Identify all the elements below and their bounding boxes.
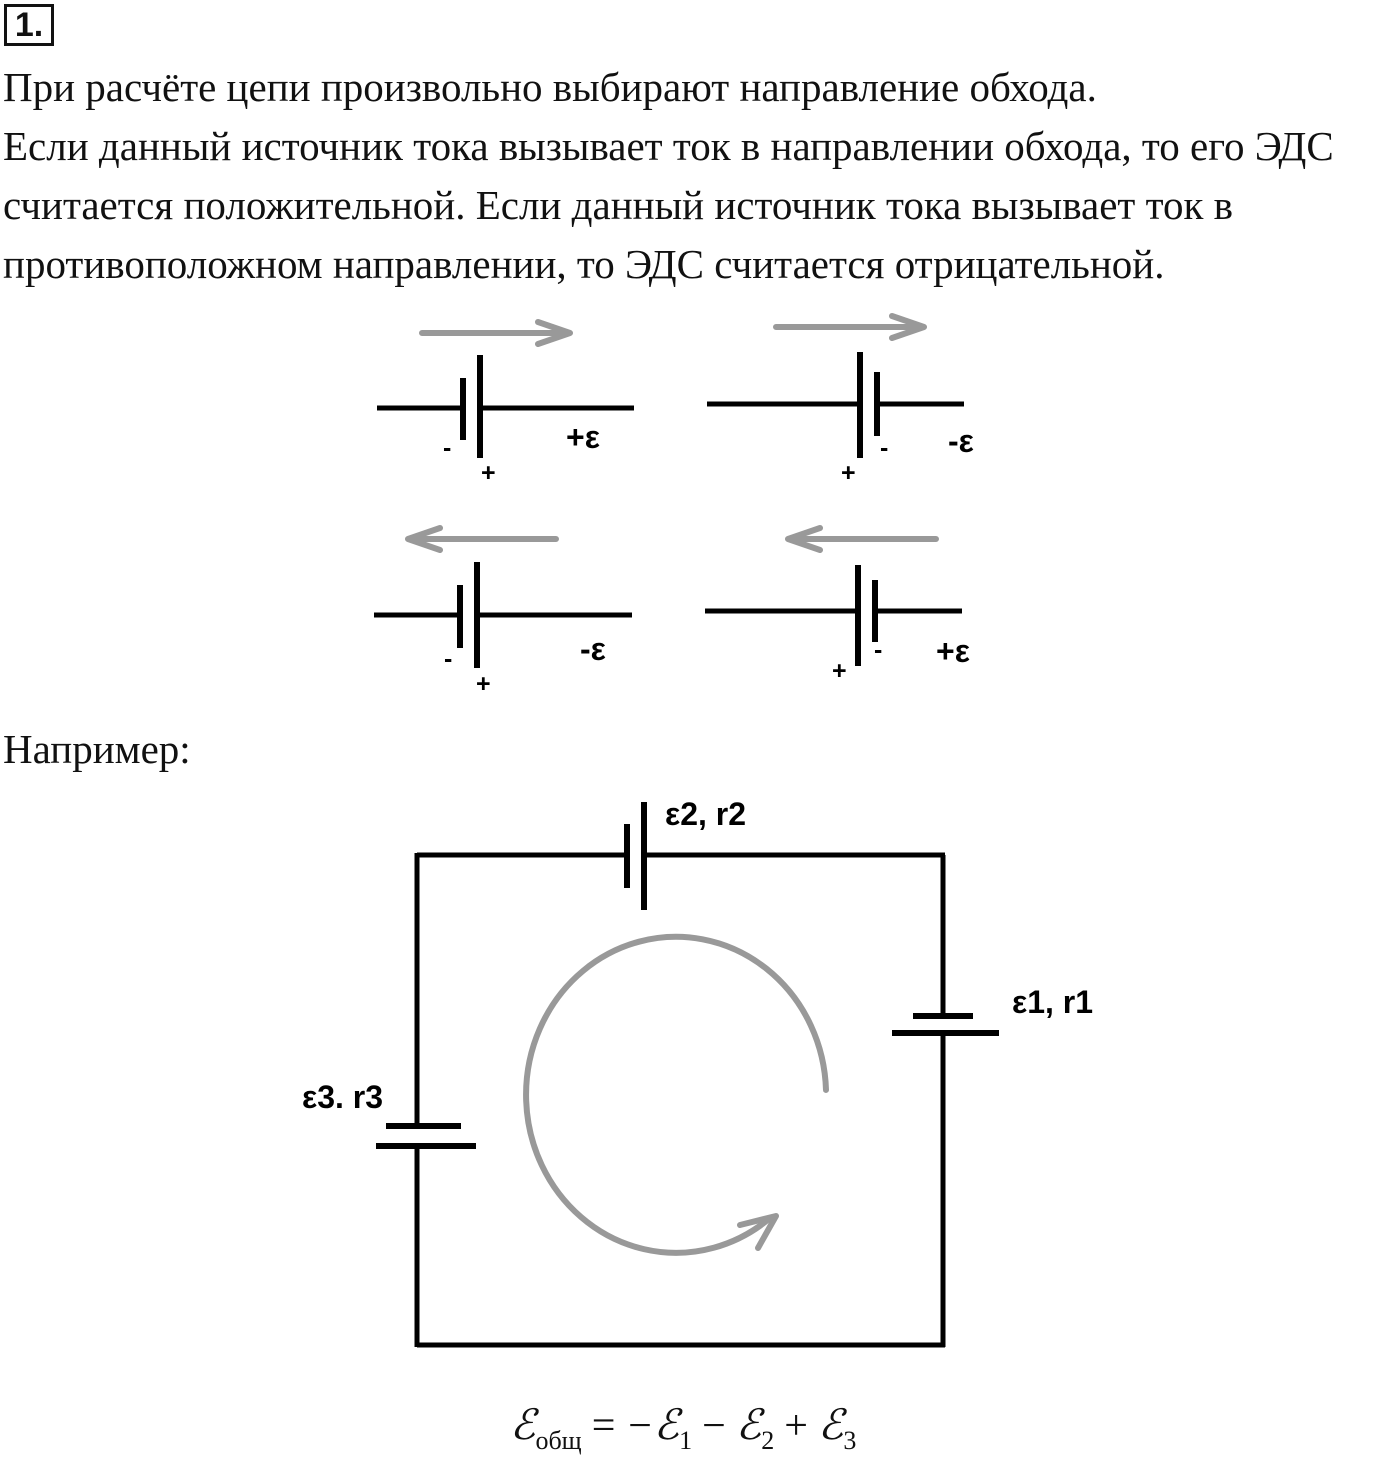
rule-line-2: считается положительной. Если данный источник тока вызывает ток в — [3, 182, 1233, 228]
problem-number: 1. — [4, 4, 54, 46]
rule-diagram-2 — [707, 316, 974, 487]
emf-total-formula: ℰ$_{общ}$ = −ℰ$_1$ − ℰ$_2$ + ℰ$_3$ — [510, 1403, 857, 1455]
paragraph-intro: При расчёте цепи произвольно выбирают направление обхода. — [3, 64, 1097, 110]
label-e1-r1: ε1, r1 — [1012, 984, 1094, 1020]
emf-sign-label: -ε — [948, 423, 974, 459]
direction-arrow-right-icon — [422, 322, 570, 344]
direction-arrow-right-icon — [776, 316, 924, 338]
rule-diagram-1 — [377, 322, 634, 487]
direction-arrow-left-icon — [788, 528, 936, 550]
direction-arrow-left-icon — [408, 528, 556, 550]
minus-terminal: - — [874, 636, 883, 664]
emf-sign-label: -ε — [580, 631, 606, 667]
emf-sign-label: +ε — [936, 633, 970, 669]
emf-sign-label: +ε — [566, 419, 600, 455]
minus-terminal: - — [444, 645, 453, 673]
loop-direction-arrow-icon — [526, 937, 826, 1253]
minus-terminal: - — [443, 434, 452, 462]
example-circuit — [302, 796, 1093, 1347]
rule-line-1: Если данный источник тока вызывает ток в направлении обхода, то его ЭДС — [3, 123, 1334, 169]
plus-terminal: + — [481, 459, 496, 487]
plus-terminal: + — [841, 459, 856, 487]
minus-terminal: - — [880, 434, 889, 462]
plus-terminal: + — [476, 670, 491, 698]
example-label: Например: — [3, 726, 191, 772]
rule-diagram-4 — [705, 528, 970, 685]
plus-terminal: + — [832, 657, 847, 685]
label-e3-r3: ε3. r3 — [302, 1079, 384, 1115]
label-e2-r2: ε2, r2 — [665, 796, 747, 832]
rule-diagram-3 — [374, 528, 632, 698]
rule-line-3: противоположном направлении, то ЭДС считается отрицательной. — [3, 241, 1165, 287]
